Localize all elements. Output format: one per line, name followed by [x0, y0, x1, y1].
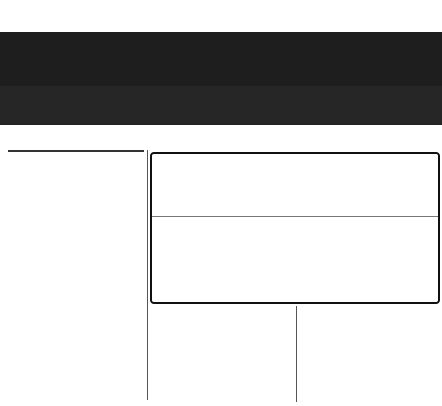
- headline-kicker: [0, 0, 442, 32]
- destination-box-body: [152, 219, 438, 277]
- development-box: [150, 152, 440, 304]
- column-divider-lower: [296, 306, 297, 402]
- headline-byline: [0, 124, 442, 148]
- left-column-text: [2, 153, 144, 404]
- column-divider: [147, 150, 148, 400]
- middle-column-text: [151, 309, 291, 404]
- right-column-text: [300, 309, 440, 404]
- development-box-body: [152, 156, 438, 216]
- headline-main-line-1: [0, 32, 442, 86]
